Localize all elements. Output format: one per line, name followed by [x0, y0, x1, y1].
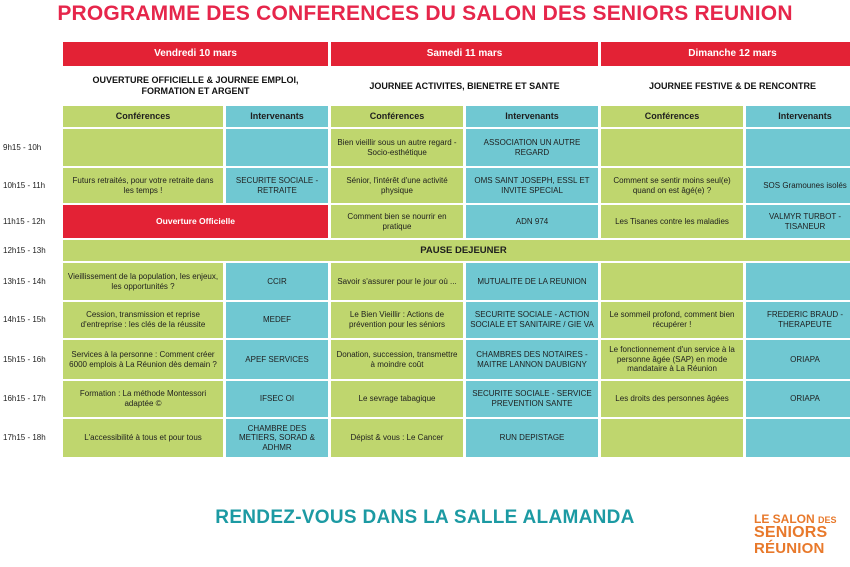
conference-cell: Services à la personne : Comment créer 6000 emplois à La Réunion dès demain ? — [63, 340, 223, 379]
col-header-conferences-sunday: Conférences — [601, 106, 743, 127]
conference-cell: Comment bien se nourrir en pratique — [331, 205, 463, 238]
col-header-conferences-friday: Conférences — [63, 106, 223, 127]
conference-cell: L'accessibilité à tous et pour tous — [63, 419, 223, 457]
time-label: 15h15 - 16h — [3, 354, 46, 364]
conference-cell — [601, 263, 743, 300]
logo-line-2: SENIORS — [754, 524, 828, 541]
conference-cell: Cession, transmission et reprise d'entreprise : les clés de la réussite — [63, 302, 223, 338]
logo-line-3: RÉUNION — [754, 540, 825, 557]
speaker-cell: VALMYR TURBOT - TISANEUR — [746, 205, 850, 238]
conference-cell — [601, 129, 743, 166]
conference-cell: Le fonctionnement d'un service à la personne âgée (SAP) en mode mandataire à La Réunion — [601, 340, 743, 379]
day-theme-friday: OUVERTURE OFFICIELLE & JOURNEE EMPLOI, FORMATION ET ARGENT — [92, 75, 299, 96]
speaker-cell: ADN 974 — [466, 205, 598, 238]
speaker-cell: MEDEF — [226, 302, 328, 338]
speaker-cell: CHAMBRES DES NOTAIRES - MAITRE LANNON DAUBIGNY — [466, 340, 598, 379]
time-label: 16h15 - 17h — [3, 394, 46, 404]
col-header-speakers-saturday: Intervenants — [466, 106, 598, 127]
speaker-cell: ORIAPA — [746, 381, 850, 417]
speaker-cell: ASSOCIATION UN AUTRE REGARD — [466, 129, 598, 166]
conference-cell — [63, 129, 223, 166]
salon-seniors-logo — [754, 513, 850, 556]
time-label: 9h15 - 10h — [3, 142, 42, 152]
day-header-sunday: Dimanche 12 mars — [601, 42, 850, 66]
time-label: 10h15 - 11h — [3, 180, 46, 190]
time-label: 14h15 - 15h — [3, 315, 46, 325]
conference-cell: Le sevrage tabagique — [331, 381, 463, 417]
speaker-cell: RUN DEPISTAGE — [466, 419, 598, 457]
time-label: 12h15 - 13h — [3, 245, 46, 255]
speaker-cell — [746, 263, 850, 300]
col-header-speakers-friday: Intervenants — [226, 106, 328, 127]
speaker-cell: CCIR — [226, 263, 328, 300]
day-header-friday: Vendredi 10 mars — [63, 42, 328, 66]
conference-cell: Sénior, l'intérêt d'une activité physique — [331, 168, 463, 203]
day-header-saturday: Samedi 11 mars — [331, 42, 598, 66]
speaker-cell: OMS SAINT JOSEPH, ESSL ET INVITE SPECIAL — [466, 168, 598, 203]
conference-cell: Comment se sentir moins seul(e) quand on est âgé(e) ? — [601, 168, 743, 203]
day-theme-saturday: JOURNEE ACTIVITES, BIENETRE ET SANTE — [369, 80, 560, 91]
speaker-cell — [226, 129, 328, 166]
speaker-cell: APEF SERVICES — [226, 340, 328, 379]
speaker-cell: FREDERIC BRAUD - THERAPEUTE — [746, 302, 850, 338]
speaker-cell — [746, 419, 850, 457]
col-header-conferences-saturday: Conférences — [331, 106, 463, 127]
col-header-speakers-sunday: Intervenants — [746, 106, 850, 127]
conference-cell: Les Tisanes contre les maladies — [601, 205, 743, 238]
conference-cell: Formation : La méthode Montessori adaptée © — [63, 381, 223, 417]
logo-line-1: LE SALON — [754, 512, 815, 526]
speaker-cell: IFSEC OI — [226, 381, 328, 417]
venue-call-to-action: RENDEZ-VOUS DANS LA SALLE ALAMANDA — [215, 507, 635, 528]
conference-cell: Donation, succession, transmettre à moindre coût — [331, 340, 463, 379]
speaker-cell: CHAMBRE DES METIERS, SORAD & ADHMR — [226, 419, 328, 457]
speaker-cell: ORIAPA — [746, 340, 850, 379]
logo-line-1-small: DES — [818, 515, 837, 525]
speaker-cell: SECURITE SOCIALE - ACTION SOCIALE ET SANITAIRE / GIE VA — [466, 302, 598, 338]
speaker-cell: SECURITE SOCIALE - SERVICE PREVENTION SANTE — [466, 381, 598, 417]
conference-cell — [601, 419, 743, 457]
conference-cell: Vieillissement de la population, les enjeux, les opportunités ? — [63, 263, 223, 300]
conference-cell: Bien vieillir sous un autre regard - Socio-esthétique — [331, 129, 463, 166]
speaker-cell — [746, 129, 850, 166]
speaker-cell: SOS Gramounes isolés — [746, 168, 850, 203]
corner-empty — [0, 42, 60, 66]
conference-cell: Futurs retraités, pour votre retraite dans les temps ! — [63, 168, 223, 203]
page-title: PROGRAMME DES CONFERENCES DU SALON DES SENIORS REUNION — [57, 2, 793, 25]
conference-cell: Dépist & vous : Le Cancer — [331, 419, 463, 457]
conference-cell: Les droits des personnes âgées — [601, 381, 743, 417]
speaker-cell: SECURITE SOCIALE - RETRAITE — [226, 168, 328, 203]
day-theme-sunday: JOURNEE FESTIVE & DE RENCONTRE — [648, 80, 817, 91]
time-label: 11h15 - 12h — [3, 216, 46, 226]
conference-cell: Le Bien Vieillir : Actions de prévention pour les séniors — [331, 302, 463, 338]
time-label: 17h15 - 18h — [3, 433, 46, 443]
conference-cell: Savoir s'assurer pour le jour où ... — [331, 263, 463, 300]
lunch-break-cell: PAUSE DEJEUNER — [63, 240, 850, 261]
conference-schedule-table — [0, 42, 850, 457]
conference-cell: Le sommeil profond, comment bien récupérer ! — [601, 302, 743, 338]
opening-ceremony-cell: Ouverture Officielle — [63, 205, 328, 238]
speaker-cell: MUTUALITE DE LA REUNION — [466, 263, 598, 300]
time-label: 13h15 - 14h — [3, 276, 46, 286]
